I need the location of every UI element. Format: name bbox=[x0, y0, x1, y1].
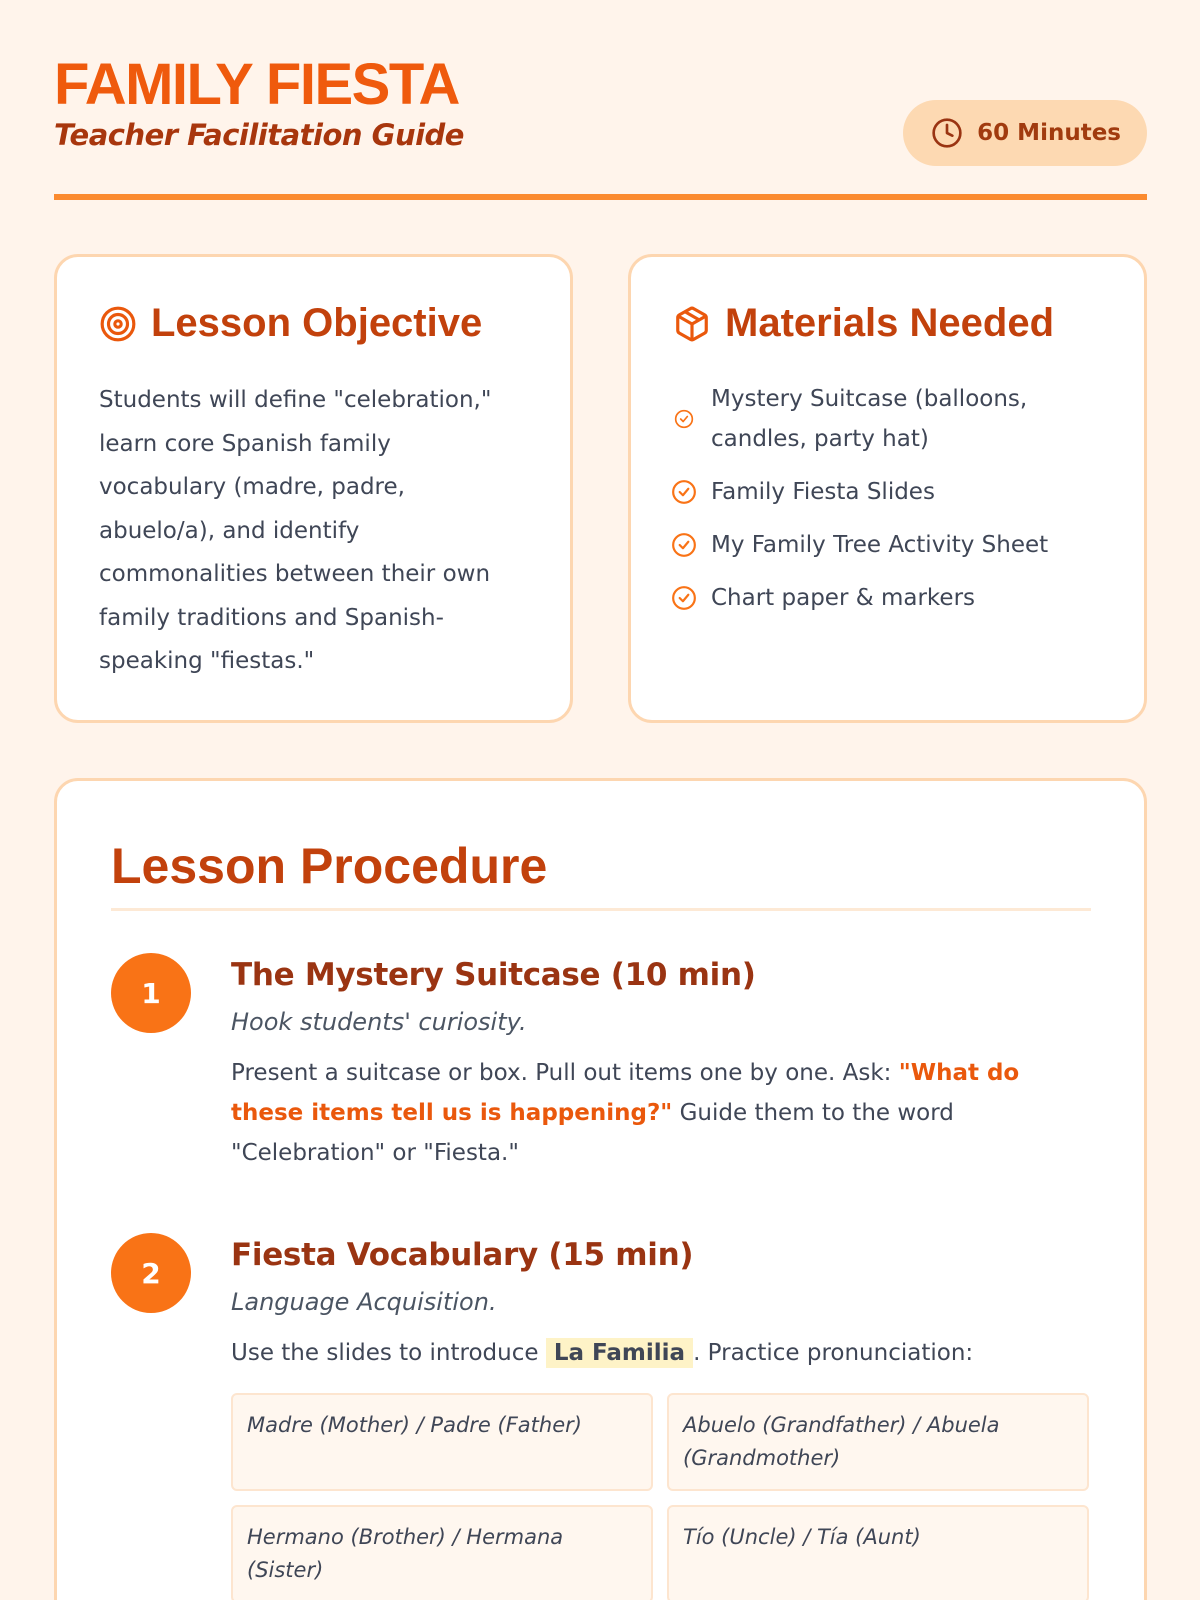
material-label: My Family Tree Activity Sheet bbox=[711, 532, 1049, 558]
duration-badge bbox=[903, 100, 1147, 166]
step-subtitle: Hook students' curiosity. bbox=[231, 1008, 527, 1036]
material-label: Chart paper & markers bbox=[711, 585, 976, 611]
step-text bbox=[231, 1053, 1093, 1173]
page-subtitle: Teacher Facilitation Guide bbox=[54, 118, 464, 152]
procedure-step bbox=[231, 1233, 1093, 1600]
list-item bbox=[671, 379, 1111, 459]
page-title: FAMILY FIESTA bbox=[54, 52, 459, 117]
page-header bbox=[54, 52, 1147, 200]
step-text-tail: . Practice pronunciation: bbox=[693, 1340, 974, 1366]
step-title: Fiesta Vocabulary (15 min) bbox=[231, 1237, 694, 1273]
vocab-grid bbox=[231, 1393, 1093, 1600]
procedure-card bbox=[54, 778, 1147, 1600]
target-icon bbox=[99, 305, 137, 343]
step-subtitle: Language Acquisition. bbox=[231, 1288, 497, 1316]
materials-card bbox=[628, 254, 1147, 723]
list-item bbox=[671, 578, 1111, 618]
check-circle-icon bbox=[671, 585, 697, 611]
materials-list bbox=[671, 379, 1111, 631]
step-title: The Mystery Suitcase (10 min) bbox=[231, 957, 756, 993]
step-text-tail: Guide them to the word "Celebration" or "Fiesta." bbox=[231, 1100, 954, 1166]
material-label: Family Fiesta Slides bbox=[711, 479, 935, 505]
procedure-title: Lesson Procedure bbox=[111, 838, 548, 894]
vocab-card: Madre (Mother) / Padre (Father) bbox=[231, 1393, 653, 1491]
check-circle-icon bbox=[671, 532, 697, 558]
procedure-step bbox=[231, 953, 1093, 1173]
box-icon bbox=[673, 305, 711, 343]
material-label: Mystery Suitcase (balloons, candles, party hat) bbox=[711, 386, 1028, 452]
objective-card bbox=[54, 254, 573, 723]
materials-title: Materials Needed bbox=[725, 301, 1055, 345]
step-text-lead: Present a suitcase or box. Pull out items one by one. Ask: bbox=[231, 1060, 899, 1086]
objective-text: Students will define "celebration," learn core Spanish family vocabulary (madre, padre, abuelo/a), and identify commonalities between their own family traditions and Spanish-speaking "fiestas." bbox=[99, 387, 492, 674]
step-text bbox=[231, 1333, 1093, 1373]
objective-title: Lesson Objective bbox=[151, 301, 483, 345]
clock-icon bbox=[931, 117, 963, 149]
step-quote: "What do these items tell us is happening?" bbox=[231, 1060, 1020, 1126]
list-item bbox=[671, 525, 1111, 565]
step-number-badge: 2 bbox=[111, 1233, 191, 1313]
divider bbox=[111, 908, 1091, 911]
check-circle-icon bbox=[674, 409, 694, 429]
vocab-card: Hermano (Brother) / Hermana (Sister) bbox=[231, 1505, 653, 1600]
step-text-lead: Use the slides to introduce bbox=[231, 1340, 546, 1366]
vocab-card: Abuelo (Grandfather) / Abuela (Grandmother) bbox=[667, 1393, 1089, 1491]
highlight-term: La Familia bbox=[546, 1338, 693, 1368]
list-item bbox=[671, 472, 1111, 512]
duration-label: 60 Minutes bbox=[977, 120, 1121, 146]
step-number-badge: 1 bbox=[111, 953, 191, 1033]
check-circle-icon bbox=[671, 479, 697, 505]
vocab-card: Tío (Uncle) / Tía (Aunt) bbox=[667, 1505, 1089, 1600]
